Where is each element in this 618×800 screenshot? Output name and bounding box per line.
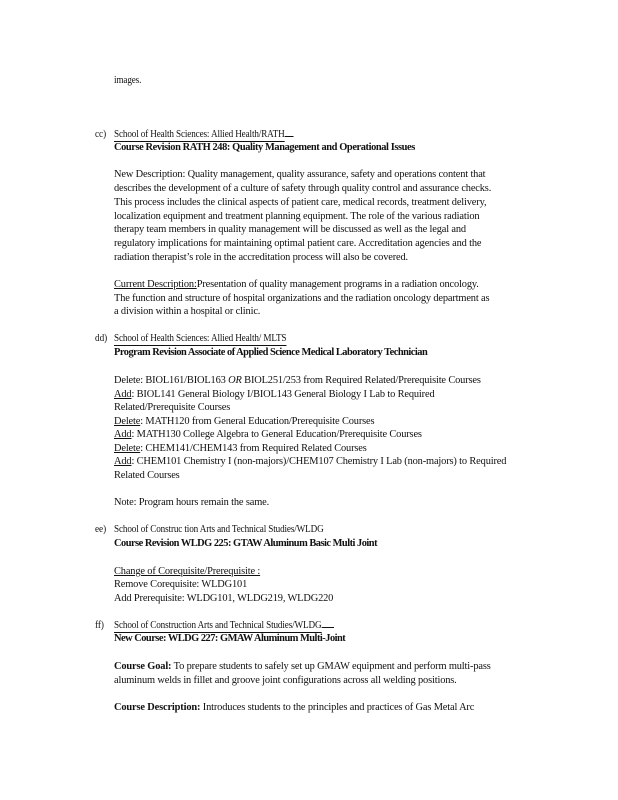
new-description-line-1: [114, 168, 485, 181]
program-note: Note: Program hours remain the same.: [114, 497, 270, 508]
change-line-8: Related Courses: [114, 470, 180, 481]
change-line-5: [114, 428, 422, 441]
section-marker-ff: ff): [95, 620, 104, 631]
change-text: : CHEM141/CHEM143 from Required Related Courses: [140, 443, 367, 454]
text: Quality management, quality assurance, safety and operations content that: [187, 169, 486, 180]
change-line-4: [114, 415, 374, 428]
heading-text: School of Health Sciences: Allied Health/RATH: [114, 129, 285, 140]
change-text: : CHEM101 Chemistry I (non-majors)/CHEM107 Chemistry I Lab (non-majors) to Required: [131, 456, 507, 467]
section-title-ff: New Course: WLDG 227: GMAW Aluminum Multi-Joint: [114, 633, 346, 644]
add-prerequisite: Add Prerequisite: WLDG101, WLDG219, WLDG220: [114, 593, 334, 604]
change-or: OR: [228, 375, 242, 386]
new-description-line-4: localization equipment and treatment planning equipment. The role of the various radiation: [114, 211, 480, 222]
change-line-6: [114, 442, 367, 455]
change-line-3: Related/Prerequisite Courses: [114, 402, 231, 413]
change-text: : BIOL141 General Biology I/BIOL143 General Biology I Lab to Required: [131, 389, 435, 400]
section-heading-cc: [114, 128, 293, 142]
section-heading-ee: School of Construc tion Arts and Technical Studies/WLDG: [114, 524, 324, 535]
section-marker-ee: ee): [95, 524, 107, 535]
change-line-7: [114, 455, 506, 468]
change-text: : MATH120 from General Education/Prerequisite Courses: [140, 416, 375, 427]
section-title-cc: Course Revision RATH 248: Quality Management and Operational Issues: [114, 142, 415, 153]
course-goal-line-2: aluminum welds in fillet and groove joint configurations across all welding positions.: [114, 675, 457, 686]
current-description-line-3: a division within a hospital or clinic.: [114, 306, 261, 317]
change-requisite-label: Change of Corequisite/Prerequisite :: [114, 566, 261, 577]
new-description-line-5: therapy team members in quality management will be discussed as well as the legal and: [114, 224, 466, 235]
section-title-ee: Course Revision WLDG 225: GTAW Aluminum Basic Multi Joint: [114, 538, 378, 549]
course-description-label: Course Description:: [114, 702, 201, 713]
change-label: Add: [114, 429, 132, 440]
course-goal-line-1: [114, 660, 491, 673]
change-line-1: [114, 374, 481, 387]
change-label: Add: [114, 389, 132, 400]
text: To prepare students to safely set up GMAW equipment and perform multi-pass: [173, 661, 491, 672]
change-label: Add: [114, 456, 132, 467]
section-marker-dd: dd): [95, 333, 108, 344]
remove-corequisite: Remove Corequisite: WLDG101: [114, 579, 248, 590]
new-description-line-7: radiation therapist’s role in the accreditation process will also be covered.: [114, 252, 408, 263]
new-description-line-2: describes the development of a culture of safety through quality control and assurance checks.: [114, 183, 492, 194]
text: Introduces students to the principles and practices of Gas Metal Arc: [202, 702, 475, 713]
current-description-line-2: The function and structure of hospital organizations and the radiation oncology department as: [114, 293, 490, 304]
change-rest: BIOL251/253 from Required Related/Prerequisite Courses: [241, 375, 481, 386]
section-heading-ff: [114, 619, 334, 633]
change-text: : MATH130 College Algebra to General Education/Prerequisite Courses: [131, 429, 422, 440]
new-description-label: New Description:: [114, 169, 186, 180]
heading-text: School of Construction Arts and Technical Studies/WLDG: [114, 620, 322, 631]
section-heading-dd: [114, 332, 286, 346]
course-description-line-1: [114, 701, 474, 714]
current-description-line-1: [114, 278, 479, 291]
text: Presentation of quality management programs in a radiation oncology.: [196, 279, 479, 290]
change-label: Delete: [114, 416, 141, 427]
new-description-line-6: regulatory implications for maintaining optimal patient care. Accreditation agencies and the: [114, 238, 482, 249]
current-description-label: Current Description:: [114, 279, 197, 290]
change-label: Delete: [114, 375, 141, 386]
intro-tail: images.: [114, 75, 142, 86]
course-goal-label: Course Goal:: [114, 661, 172, 672]
section-marker-cc: cc): [95, 129, 107, 140]
change-text: : BIOL161/BIOL163: [140, 375, 229, 386]
new-description-line-3: This process includes the clinical aspects of patient care, medical records, treatment delivery,: [114, 197, 487, 208]
change-line-2: [114, 388, 435, 401]
heading-text: School of Health Sciences: Allied Health/ MLTS: [114, 333, 287, 344]
section-title-dd: Program Revision Associate of Applied Science Medical Laboratory Technician: [114, 347, 428, 358]
change-label: Delete: [114, 443, 141, 454]
